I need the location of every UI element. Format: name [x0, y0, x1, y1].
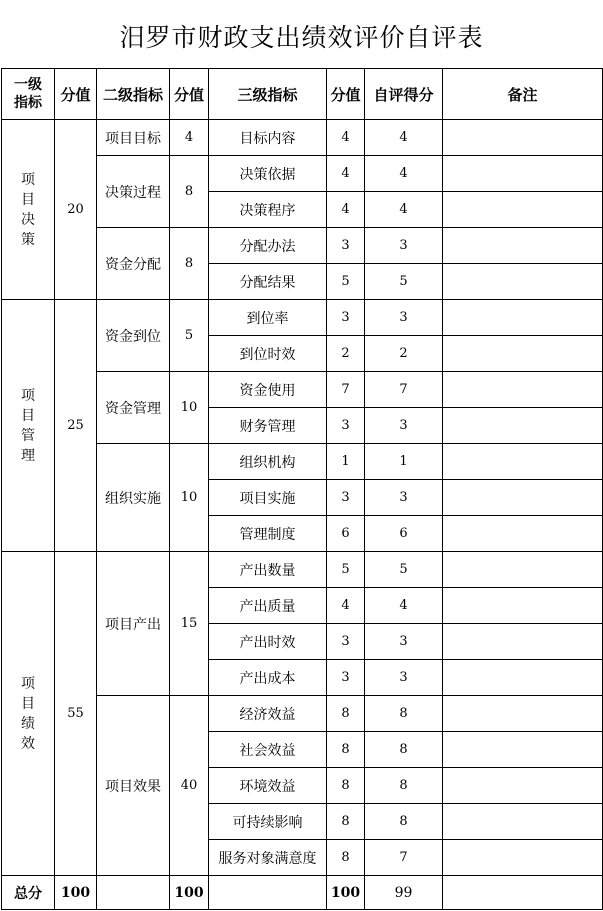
self-score: 4 [365, 120, 443, 156]
level3-score: 6 [327, 516, 365, 552]
level3-score: 5 [327, 552, 365, 588]
note-cell[interactable] [443, 264, 603, 300]
level3-score: 8 [327, 768, 365, 804]
level2-score: 5 [170, 300, 209, 372]
self-score: 2 [365, 336, 443, 372]
level2-cell: 资金分配 [97, 228, 170, 300]
self-score: 3 [365, 624, 443, 660]
level3-cell: 财务管理 [209, 408, 327, 444]
self-score: 4 [365, 192, 443, 228]
level3-score: 3 [327, 624, 365, 660]
level3-cell: 决策程序 [209, 192, 327, 228]
level3-score: 4 [327, 192, 365, 228]
level2-score: 15 [170, 552, 209, 696]
header-score1: 分值 [55, 69, 97, 120]
level3-cell: 产出时效 [209, 624, 327, 660]
level3-cell: 产出质量 [209, 588, 327, 624]
total-label: 总分 [2, 876, 55, 910]
level2-cell: 项目效果 [97, 696, 170, 876]
total-row [2, 876, 603, 910]
level3-cell: 目标内容 [209, 120, 327, 156]
page-title: 汨罗市财政支出绩效评价自评表 [119, 23, 484, 52]
level3-cell: 决策依据 [209, 156, 327, 192]
self-score: 3 [365, 408, 443, 444]
level3-score: 3 [327, 660, 365, 696]
table-row [2, 300, 603, 336]
level3-score: 4 [327, 120, 365, 156]
note-cell[interactable] [443, 804, 603, 840]
level3-cell: 项目实施 [209, 480, 327, 516]
note-cell[interactable] [443, 444, 603, 480]
level3-score: 4 [327, 156, 365, 192]
level3-score: 8 [327, 696, 365, 732]
evaluation-table [1, 68, 603, 910]
table-row [2, 552, 603, 588]
level2-cell: 资金到位 [97, 300, 170, 372]
level3-score: 3 [327, 228, 365, 264]
self-score: 5 [365, 264, 443, 300]
level3-cell: 分配办法 [209, 228, 327, 264]
level3-cell: 资金使用 [209, 372, 327, 408]
header-level3: 三级指标 [209, 69, 327, 120]
total-note-cell[interactable] [443, 876, 603, 910]
level3-score: 4 [327, 588, 365, 624]
note-cell[interactable] [443, 120, 603, 156]
level3-cell: 管理制度 [209, 516, 327, 552]
level1-score: 20 [55, 120, 97, 300]
note-cell[interactable] [443, 732, 603, 768]
level3-cell: 产出成本 [209, 660, 327, 696]
level2-score: 4 [170, 120, 209, 156]
level2-cell: 项目产出 [97, 552, 170, 696]
level3-score: 7 [327, 372, 365, 408]
self-score: 8 [365, 696, 443, 732]
level3-cell: 社会效益 [209, 732, 327, 768]
header-row [2, 69, 603, 120]
header-level2: 二级指标 [97, 69, 170, 120]
self-score: 1 [365, 444, 443, 480]
self-score: 7 [365, 840, 443, 876]
level1-score: 25 [55, 300, 97, 552]
level1-label: 项目管理 [21, 387, 35, 464]
note-cell[interactable] [443, 660, 603, 696]
note-cell[interactable] [443, 480, 603, 516]
note-cell[interactable] [443, 336, 603, 372]
note-cell[interactable] [443, 840, 603, 876]
level3-score: 1 [327, 444, 365, 480]
total-level1-score: 100 [55, 876, 97, 910]
self-score: 7 [365, 372, 443, 408]
level3-cell: 到位率 [209, 300, 327, 336]
note-cell[interactable] [443, 624, 603, 660]
total-level2-empty [97, 876, 170, 910]
level3-cell: 可持续影响 [209, 804, 327, 840]
note-cell[interactable] [443, 516, 603, 552]
level3-score: 2 [327, 336, 365, 372]
total-level3-score: 100 [327, 876, 365, 910]
note-cell[interactable] [443, 588, 603, 624]
level2-cell: 项目目标 [97, 120, 170, 156]
level1-cell [2, 552, 55, 876]
level3-cell: 经济效益 [209, 696, 327, 732]
header-score2: 分值 [170, 69, 209, 120]
level2-score: 40 [170, 696, 209, 876]
level3-cell: 产出数量 [209, 552, 327, 588]
level1-score: 55 [55, 552, 97, 876]
self-score: 8 [365, 804, 443, 840]
level2-score: 8 [170, 228, 209, 300]
note-cell[interactable] [443, 156, 603, 192]
self-score: 3 [365, 228, 443, 264]
self-score: 8 [365, 768, 443, 804]
note-cell[interactable] [443, 300, 603, 336]
level3-score: 8 [327, 732, 365, 768]
self-score: 3 [365, 480, 443, 516]
note-cell[interactable] [443, 372, 603, 408]
level2-cell: 资金管理 [97, 372, 170, 444]
self-score: 5 [365, 552, 443, 588]
self-score: 6 [365, 516, 443, 552]
note-cell[interactable] [443, 192, 603, 228]
level1-cell [2, 120, 55, 300]
note-cell[interactable] [443, 408, 603, 444]
level2-score: 10 [170, 444, 209, 552]
level1-cell [2, 300, 55, 552]
level1-label: 项目决策 [21, 171, 35, 248]
level2-cell: 组织实施 [97, 444, 170, 552]
total-self-score: 99 [365, 876, 443, 910]
self-score: 3 [365, 300, 443, 336]
level3-score: 3 [327, 480, 365, 516]
total-level2-score: 100 [170, 876, 209, 910]
note-cell[interactable] [443, 768, 603, 804]
self-score: 4 [365, 156, 443, 192]
level3-cell: 服务对象满意度 [209, 840, 327, 876]
level3-score: 5 [327, 264, 365, 300]
self-score: 3 [365, 660, 443, 696]
level3-cell: 到位时效 [209, 336, 327, 372]
table-row [2, 120, 603, 156]
level3-score: 8 [327, 840, 365, 876]
header-level1: 一级指标 [2, 69, 55, 120]
level3-score: 3 [327, 408, 365, 444]
header-self-score: 自评得分 [365, 69, 443, 120]
header-note: 备注 [443, 69, 603, 120]
level2-score: 10 [170, 372, 209, 444]
level2-score: 8 [170, 156, 209, 228]
level3-score: 3 [327, 300, 365, 336]
self-score: 4 [365, 588, 443, 624]
header-score3: 分值 [327, 69, 365, 120]
level1-label: 项目绩效 [21, 675, 35, 752]
self-score: 8 [365, 732, 443, 768]
note-cell[interactable] [443, 228, 603, 264]
level3-cell: 分配结果 [209, 264, 327, 300]
level3-score: 8 [327, 804, 365, 840]
total-level3-empty [209, 876, 327, 910]
note-cell[interactable] [443, 552, 603, 588]
level3-cell: 组织机构 [209, 444, 327, 480]
note-cell[interactable] [443, 696, 603, 732]
level2-cell: 决策过程 [97, 156, 170, 228]
level3-cell: 环境效益 [209, 768, 327, 804]
